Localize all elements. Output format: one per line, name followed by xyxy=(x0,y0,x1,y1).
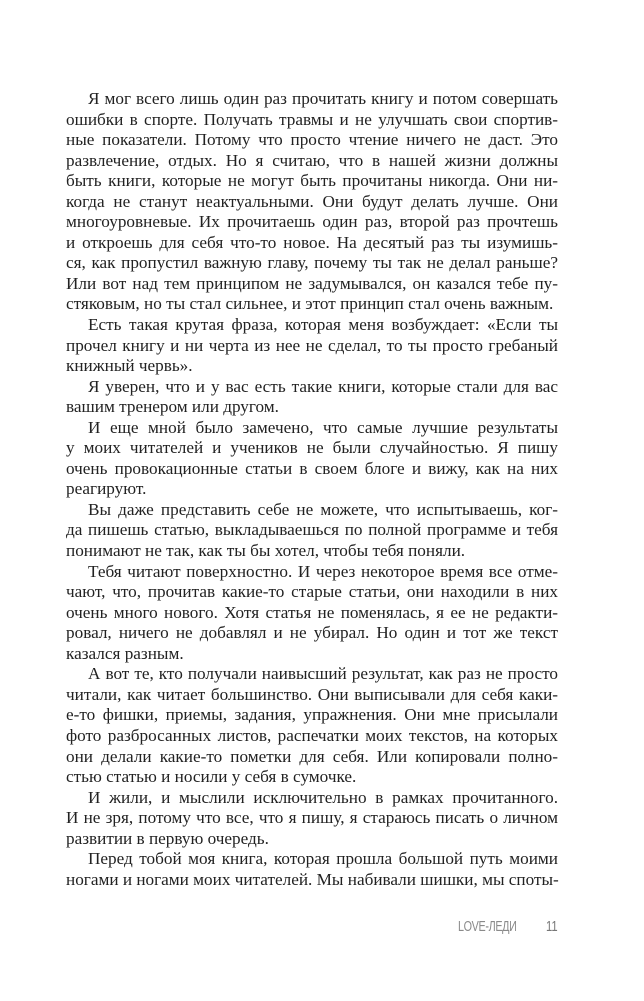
text-line: Или вот над тем принципом не задумывался, он казался тебе пу- xyxy=(66,273,558,293)
text-line: быть книги, которые не могут быть прочитаны никогда. Они ни- xyxy=(66,171,558,191)
text-line: понимают не так, как ты бы хотел, чтобы тебя поняли. xyxy=(66,541,466,561)
text-line: стяковым, но ты стал сильнее, и этот принцип стал очень важным. xyxy=(66,294,554,314)
text-line: фото разбросанных листов, распечатки моих текстов, на которых xyxy=(66,725,558,745)
text-line: книжный червь». xyxy=(66,356,193,376)
text-line: ошибки в спорте. Получать травмы и не улучшать свои спортив- xyxy=(66,109,558,129)
running-title: LOVE-ЛЕДИ xyxy=(458,918,517,935)
text-line: Тебя читают поверхностно. И через некоторое время все отме- xyxy=(88,561,558,581)
text-line: казался разным. xyxy=(66,643,184,663)
text-line: И еще мной было замечено, что самые лучшие результаты xyxy=(88,417,558,437)
text-line: вашим тренером или другом. xyxy=(66,397,279,417)
text-line: ровал, ничего не добавлял и не убирал. Но один и тот же текст xyxy=(66,623,558,643)
text-line: читали, как читает большинство. Они выписывали для себя каки- xyxy=(66,684,558,704)
text-line: развитии в первую очередь. xyxy=(66,828,269,848)
text-line: реагируют. xyxy=(66,479,147,499)
text-line: да пишешь статью, выкладываешься по полной программе и тебя xyxy=(66,520,558,540)
text-line: стью статью и носили у себя в сумочке. xyxy=(66,767,357,787)
text-line: е-то фишки, приемы, задания, упражнения. Они мне присылали xyxy=(66,705,558,725)
text-line: Перед тобой моя книга, которая прошла большой путь моими xyxy=(88,849,558,869)
text-line: ногами и ногами моих читателей. Мы набивали шишки, мы споты- xyxy=(66,869,559,889)
text-line: многоуровневые. Их прочитаешь один раз, второй раз прочтешь xyxy=(66,212,558,232)
page-number: 11 xyxy=(546,918,558,935)
text-line: чают, что, прочитав какие-то старые статьи, они находили в них xyxy=(66,582,558,602)
text-line: Я уверен, что и у вас есть такие книги, которые стали для вас xyxy=(88,376,558,396)
text-line: Я мог всего лишь один раз прочитать книгу и потом совершать xyxy=(88,89,558,108)
text-line: очень провокационные статьи в своем блоге и вижу, как на них xyxy=(66,458,558,478)
text-line: развлечение, отдых. Но я считаю, что в нашей жизни должны xyxy=(66,150,558,170)
text-line: когда не станут неактуальными. Они будут делать лучше. Они xyxy=(66,191,558,211)
text-line: ные показатели. Потому что просто чтение ничего не даст. Это xyxy=(66,130,558,150)
text-line: И не зря, потому что все, что я пишу, я стараюсь писать о личном xyxy=(66,808,558,828)
text-line: прочел книгу и ни черта из нее не сделал, то ты просто гребаный xyxy=(66,335,558,355)
text-line: А вот те, кто получали наивысший результат, как раз не просто xyxy=(88,664,558,684)
text-line: Есть такая крутая фраза, которая меня возбуждает: «Если ты xyxy=(88,315,558,335)
text-line: они делали какие-то пометки для себя. Или копировали полно- xyxy=(66,746,558,766)
text-line: Вы даже представить себе не можете, что испытываешь, ког- xyxy=(88,499,558,519)
body-text xyxy=(66,89,558,890)
text-line: ся, как пропустил важную главу, почему ты так не делал раньше? xyxy=(66,253,558,273)
text-line: И жили, и мыслили исключительно в рамках прочитанного. xyxy=(88,787,558,807)
text-line: у моих читателей и учеников не были случайностью. Я пишу xyxy=(66,438,558,458)
text-line: очень много нового. Хотя статья не поменялась, я ее не редакти- xyxy=(66,602,558,622)
text-line: и откроешь для себя что-то новое. На десятый раз ты изумишь- xyxy=(66,232,558,252)
